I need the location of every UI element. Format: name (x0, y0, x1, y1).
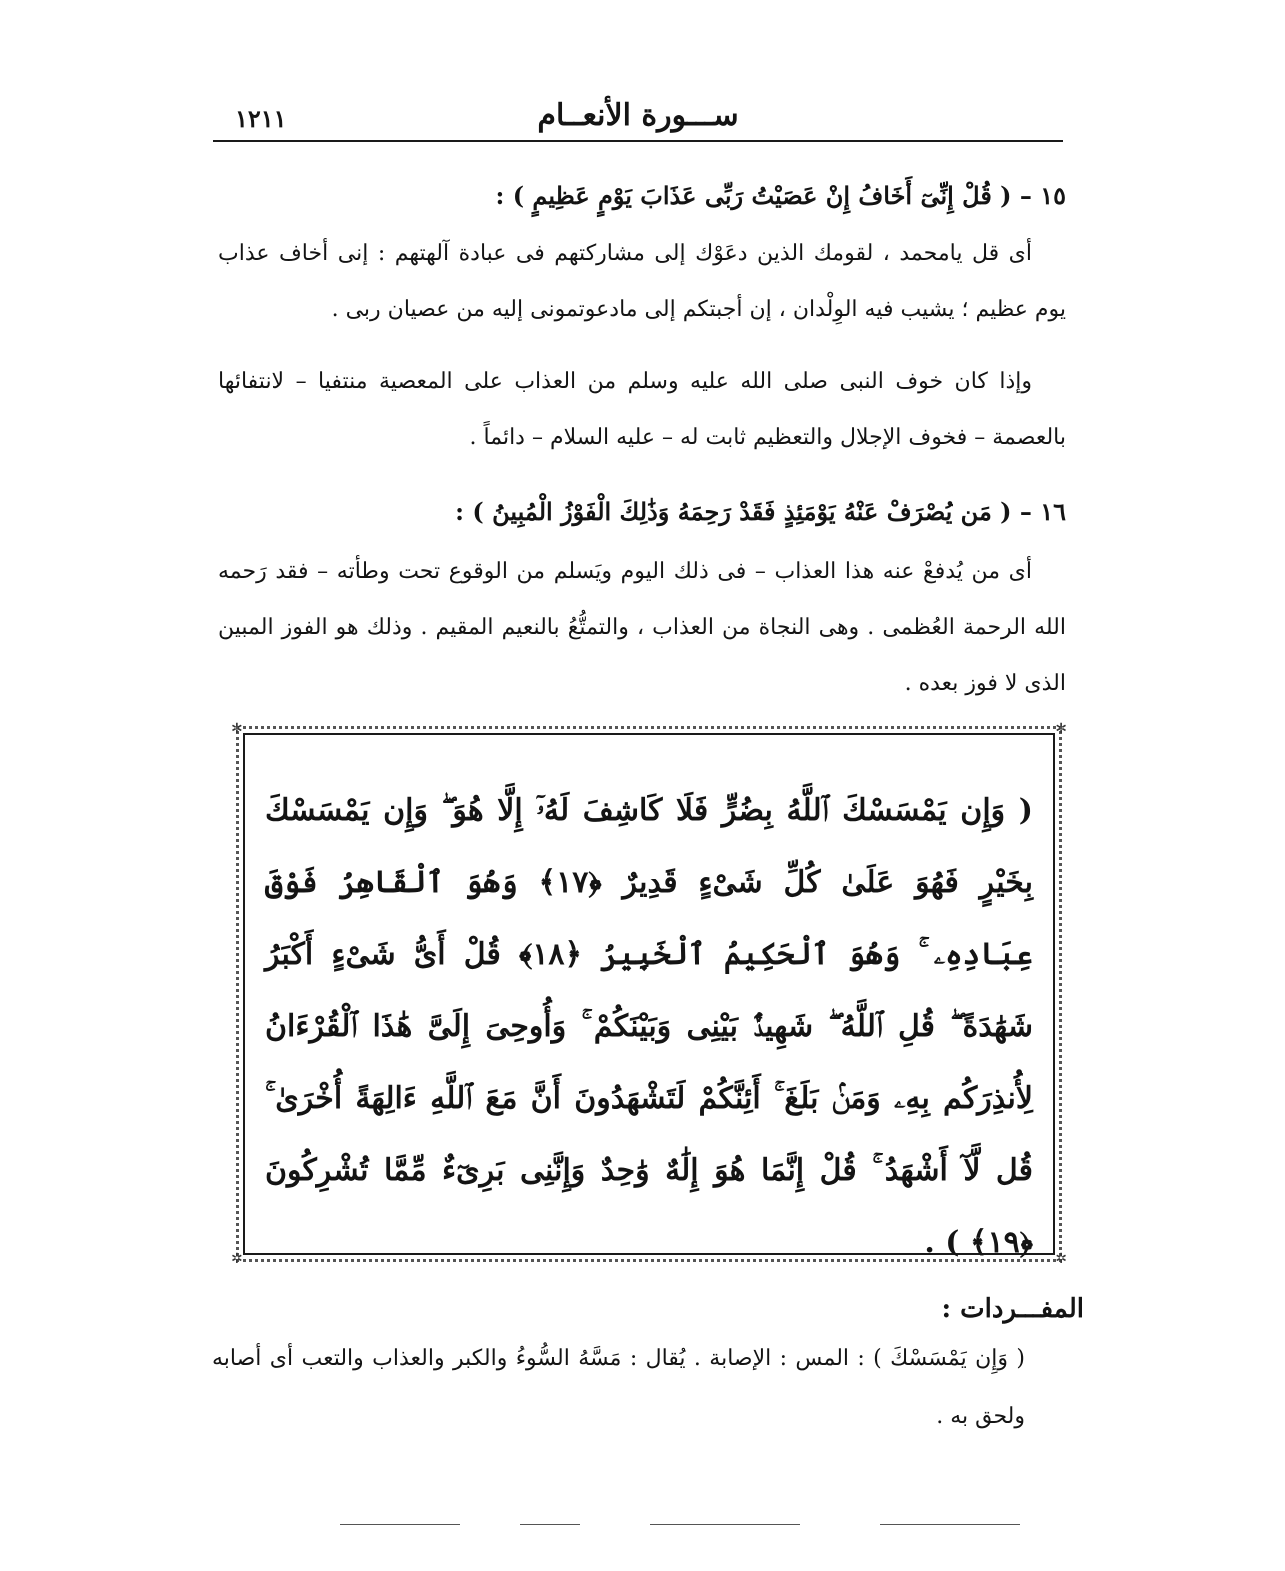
quran-verses-frame (231, 721, 1067, 1267)
footer-rule (650, 1524, 800, 1525)
surah-title: ســـورة الأنعــام (537, 98, 739, 133)
corner-ornament-icon: ✲ (1055, 1251, 1067, 1267)
corner-ornament-icon: ✲ (231, 721, 243, 737)
footer-rule (880, 1524, 1020, 1525)
quran-verses-text: ( وَإِن يَمْسَسْكَ ٱللَّهُ بِضُرٍّ فَلَا كَاشِفَ لَهُۥٓ إِلَّا هُوَ ۖ وَإِن يَمْسَسْكَ بِخَيْرٍ فَهُوَ عَلَىٰ كُلِّ شَىْءٍ قَدِيرٌ ﴿١٧﴾ وَهُوَ ٱلْقَاهِرُ فَوْقَ عِبَادِهِۦ ۚ وَهُوَ ٱلْحَكِيمُ ٱلْخَبِيرُ ﴿١٨﴾ قُلْ أَىُّ شَىْءٍ أَكْبَرُ شَهَٰدَةً ۖ قُلِ ٱللَّهُ ۖ شَهِيدٌۢ بَيْنِى وَبَيْنَكُمْ ۚ وَأُوحِىَ إِلَىَّ هَٰذَا ٱلْقُرْءَانُ لِأُنذِرَكُم بِهِۦ وَمَنۢ بَلَغَ ۚ أَئِنَّكُمْ لَتَشْهَدُونَ أَنَّ مَعَ ٱللَّهِ ءَالِهَةً أُخْرَىٰ ۚ قُل لَّآ أَشْهَدُ ۚ قُلْ إِنَّمَا هُوَ إِلَٰهٌ وَٰحِدٌ وَإِنَّنِى بَرِىٓءٌ مِّمَّا تُشْرِكُونَ ﴿١٩﴾ ) . (265, 793, 1033, 1260)
vocabulary-heading: المفـــردات : (941, 1294, 1084, 1324)
verse-15-tafsir-paragraph-1: أى قل يامحمد ، لقومك الذين دعَوْك إلى مشاركتهم فى عبادة آلهتهم : إنى أخاف عذاب يوم عظيم ؛ يشيب فيه الوِلْدان ، إن أجبتكم إلى مادعوتمونى إليه من عصيان ربى . (218, 241, 1066, 322)
corner-ornament-icon: ✲ (1055, 721, 1067, 737)
footer-rule (340, 1524, 460, 1525)
page-number: ١٢١١ (235, 104, 287, 133)
verse-16-tafsir: أى من يُدفعْ عنه هذا العذاب – فى ذلك اليوم ويَسلم من الوقوع تحت وطأته – فقد رَحمه الله الرحمة العُظمى . وهى النجاة من العذاب ، والتمتُّعُ بالنعيم المقيم . وذلك هو الفوز المبين الذى لا فوز بعده . (218, 559, 1066, 696)
page-header (213, 96, 1063, 142)
verse-15-heading: ١٥ – ( قُلْ إِنِّىٓ أَخَافُ إِنْ عَصَيْتُ رَبِّى عَذَابَ يَوْمٍ عَظِيمٍ ) : (495, 181, 1066, 210)
corner-ornament-icon: ✲ (231, 1251, 243, 1267)
footer-rule (520, 1524, 580, 1525)
verse-15-tafsir-paragraph-2: وإذا كان خوف النبى صلى الله عليه وسلم من العذاب على المعصية منتفيا – لانتفائها بالعصمة – فخوف الإجلال والتعظيم ثابت له – عليه السلام – دائماً . (218, 369, 1066, 450)
vocabulary-entry: ( وَإِن يَمْسَسْكَ ) : المس : الإصابة . يُقال : مَسَّهُ السُّوءُ والكبر والعذاب والتعب أى أصابه ولحق به . (212, 1346, 1025, 1429)
verse-16-heading: ١٦ – ( مَن يُصْرَفْ عَنْهُ يَوْمَئِذٍ فَقَدْ رَحِمَهُ وَذَٰلِكَ الْفَوْزُ الْمُبِينُ ) : (455, 497, 1066, 526)
